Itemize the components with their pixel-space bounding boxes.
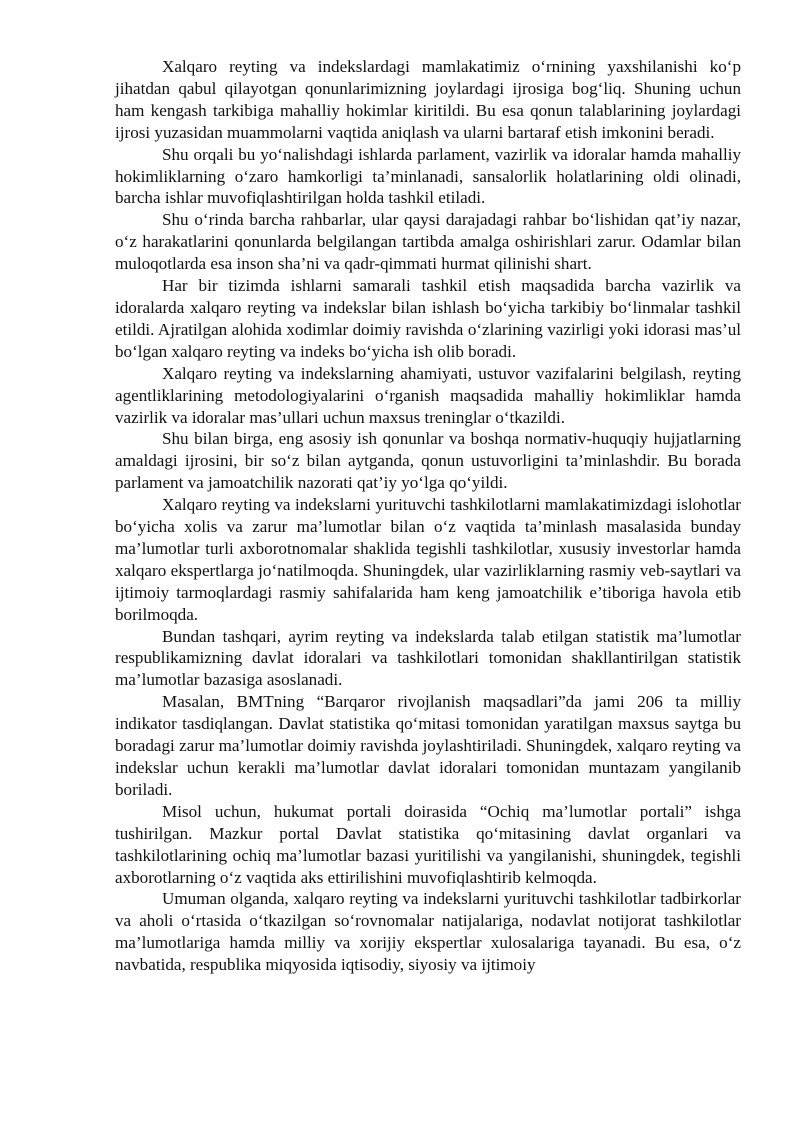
paragraph-7: Xalqaro reyting va indekslarni yurituvchi tashkilotlarni mamlakatimizdagi islohotlar bo‘yicha xolis va zarur ma’lumotlar bilan o‘z vaqtida ta’minlash masalasida bunday ma’lumotlar turli axborotnomalar shaklida tegishli tashkilotlar, xususiy investorlar hamda xalqaro ekspertlarga jo‘natilmoqda. Shuningdek, ular vazirliklarning rasmiy veb-saytlari va ijtimoiy tarmoqlardagi rasmiy sahifalarida ham keng jamoatchilik e’tiboriga havola etib borilmoqda. xyxy=(115,495,741,624)
paragraph-3: Shu o‘rinda barcha rahbarlar, ular qaysi darajadagi rahbar bo‘lishidan qat’iy nazar, o‘z harakatlarini qonunlarda belgilangan tartibda amalga oshirishlari zarur. Odamlar bilan muloqotlarda esa inson sha’ni va qadr-qimmati hurmat qilinishi shart. xyxy=(115,210,741,274)
paragraph-11: Umuman olganda, xalqaro reyting va indekslarni yurituvchi tashkilotlar tadbirkorlar va aholi o‘rtasida o‘tkazilgan so‘rovnomalar natijalariga, nodavlat notijorat tashkilotlar ma’lumotlariga hamda milliy va xorijiy ekspertlar xulosalariga tayanadi. Bu esa, o‘z navbatida, respublika miqyosida iqtisodiy, siyosiy va ijtimoiy xyxy=(115,889,741,975)
paragraph-4: Har bir tizimda ishlarni samarali tashkil etish maqsadida barcha vazirlik va idoralarda xalqaro reyting va indekslar bilan ishlash bo‘yicha tarkibiy bo‘linmalar tashkil etildi. Ajratilgan alohida xodimlar doimiy ravishda o‘zlarining vazirligi yoki idorasi mas’ul bo‘lgan xalqaro reyting va indeks bo‘yicha ish olib boradi. xyxy=(115,276,741,361)
paragraph-10: Misol uchun, hukumat portali doirasida “Ochiq ma’lumotlar portali” ishga tushirilgan. Mazkur portal Davlat statistika qo‘mitasining davlat organlari va tashkilotlarining ochiq ma’lumotlar bazasi yuritilishi va yangilanishi, shuningdek, tegishli axborotlarning o‘z vaqtida aks ettirilishini muvofiqlashtirib kelmoqda. xyxy=(115,801,741,887)
document-page xyxy=(115,56,741,976)
paragraph-5: Xalqaro reyting va indekslarning ahamiyati, ustuvor vazifalarini belgilash, reyting agentliklarining metodologiyalarini o‘rganish maqsadida mahalliy hokimliklar hamda vazirlik va idoralar mas’ullari uchun maxsus treninglar o‘tkazildi. xyxy=(115,363,741,427)
paragraph-8: Bundan tashqari, ayrim reyting va indekslarda talab etilgan statistik ma’lumotlar respublikamizning davlat idoralari va tashkilotlari tomonidan shakllantirilgan statistik ma’lumotlar bazasiga asoslanadi. xyxy=(115,626,741,690)
paragraph-2: Shu orqali bu yo‘nalishdagi ishlarda parlament, vazirlik va idoralar hamda mahalliy hokimliklarning o‘zaro hamkorligi ta’minlanadi, sansalorlik holatlarining oldi olinadi, barcha ishlar muvofiqlashtirilgan holda tashkil etiladi. xyxy=(115,144,741,208)
paragraph-1: Xalqaro reyting va indekslardagi mamlakatimiz o‘rnining yaxshilanishi ko‘p jihatdan qabul qilayotgan qonunlarimizning joylardagi ijrosiga bog‘liq. Shuning uchun ham kengash tarkibiga mahalliy hokimlar kiritildi. Bu esa qonun talablarining joylardagi ijrosi yuzasidan muammolarni vaqtida aniqlash va ularni bartaraf etish imkonini beradi. xyxy=(115,57,741,142)
paragraph-6: Shu bilan birga, eng asosiy ish qonunlar va boshqa normativ-huquqiy hujjatlarning amaldagi ijrosini, bir so‘z bilan aytganda, qonun ustuvorligini ta’minlashdir. Bu borada parlament va jamoatchilik nazorati qat’iy yo‘lga qo‘yildi. xyxy=(115,429,741,493)
paragraph-9: Masalan, BMTning “Barqaror rivojlanish maqsadlari”da jami 206 ta milliy indikator tasdiqlangan. Davlat statistika qo‘mitasi tomonidan yaratilgan maxsus saytga bu boradagi zarur ma’lumotlar doimiy ravishda joylashtiriladi. Shuningdek, xalqaro reyting va indekslar uchun kerakli ma’lumotlar davlat idoralari tomonidan muntazam yangilanib boriladi. xyxy=(115,692,741,799)
